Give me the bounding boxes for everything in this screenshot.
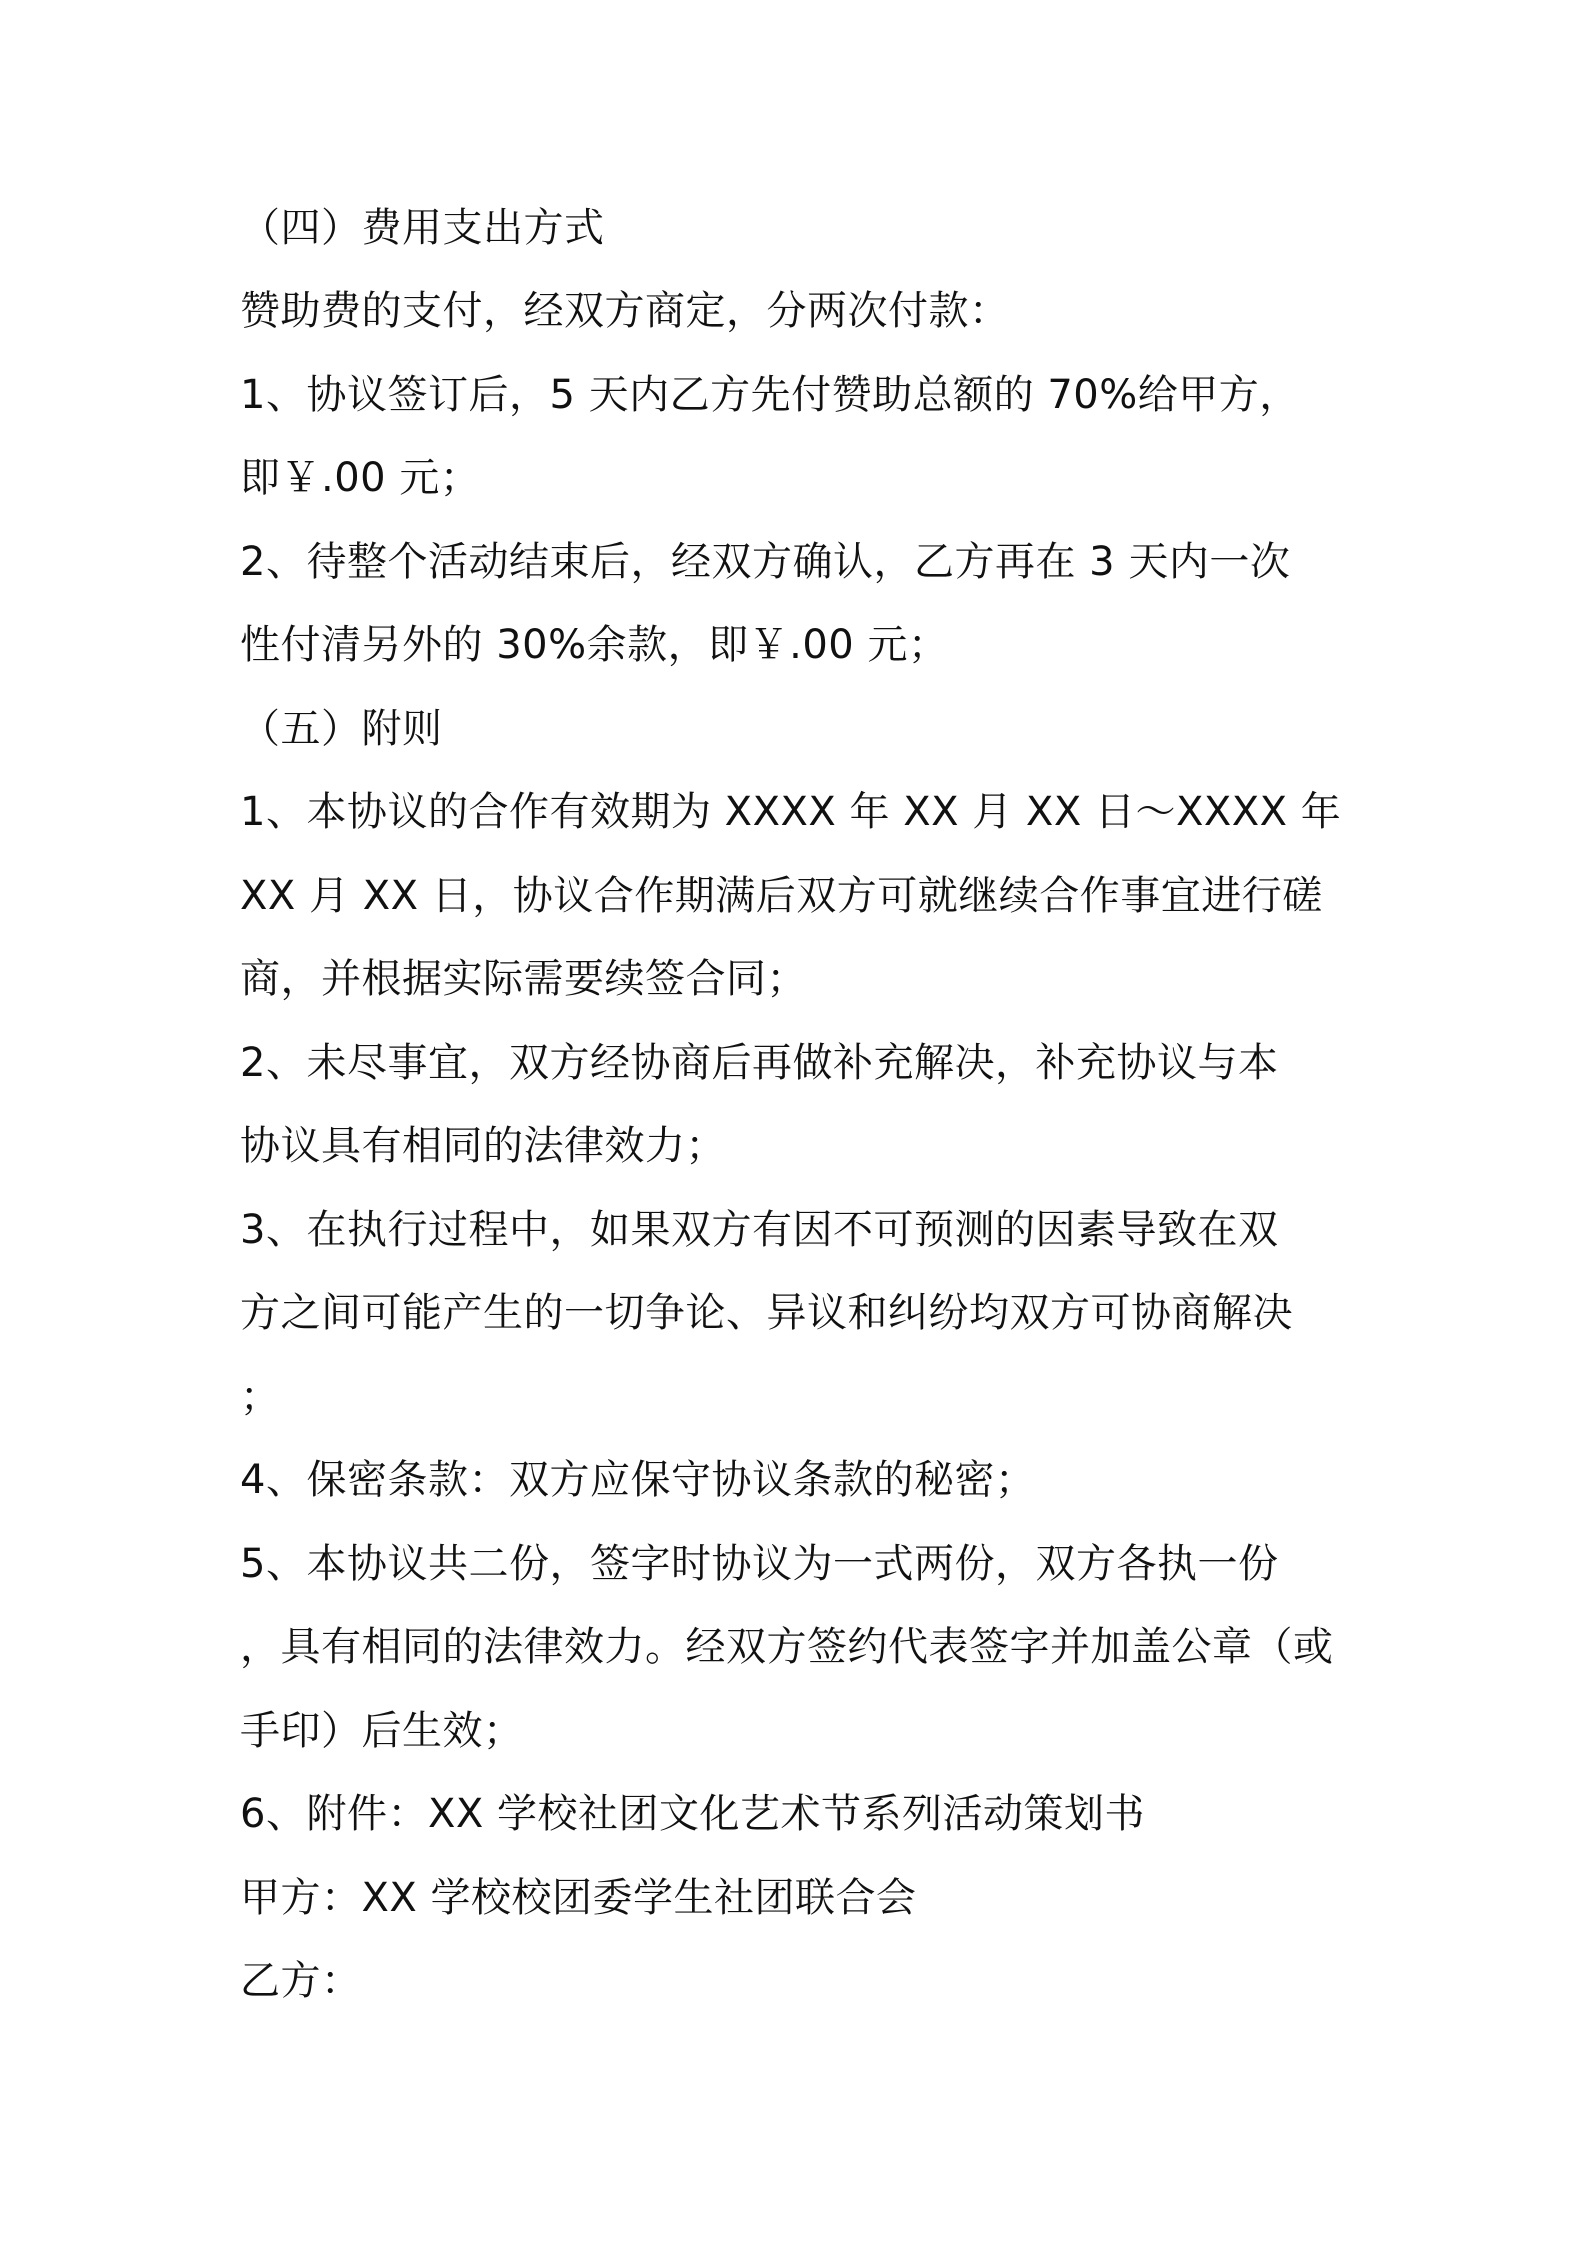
rule-1-line-b: XX 月 XX 日，协议合作期满后双方可就继续合作事宜进行磋 [240,873,1323,919]
rule-5-line-a: 5、本协议共二份，签字时协议为一式两份，双方各执一份 [240,1541,1279,1587]
payment-1-line-b: 即￥.00 元； [240,455,481,501]
payment-1-line-a: 1、协议签订后，5 天内乙方先付赞助总额的 70%给甲方， [240,372,1300,418]
section-5-title: （五）附则 [240,706,443,752]
rule-6: 6、附件：XX 学校社团文化艺术节系列活动策划书 [240,1791,1145,1837]
rule-2-line-a: 2、未尽事宜，双方经协商后再做补充解决，补充协议与本 [240,1040,1279,1086]
rule-3-line-b: 方之间可能产生的一切争论、异议和纠纷均双方可协商解决 [240,1290,1293,1336]
rule-5-line-b: ，具有相同的法律效力。经双方签约代表签字并加盖公章（或 [240,1624,1334,1670]
rule-3-line-a: 3、在执行过程中，如果双方有因不可预测的因素导致在双 [240,1207,1279,1253]
payment-2-line-b: 性付清另外的 30%余款，即￥.00 元； [240,622,949,668]
rule-4: 4、保密条款：双方应保守协议条款的秘密； [240,1457,1036,1503]
party-b: 乙方： [240,1958,362,2004]
rule-3-line-c: ； [240,1374,281,1420]
section-4-title: （四）费用支出方式 [240,205,605,251]
rule-1-line-c: 商，并根据实际需要续签合同； [240,956,807,1002]
section-4-intro: 赞助费的支付，经双方商定，分两次付款： [240,288,1010,334]
rule-5-line-c: 手印）后生效； [240,1708,524,1754]
party-a: 甲方：XX 学校校团委学生社团联合会 [240,1875,917,1921]
rule-2-line-b: 协议具有相同的法律效力； [240,1123,726,1169]
payment-2-line-a: 2、待整个活动结束后，经双方确认，乙方再在 3 天内一次 [240,539,1291,585]
rule-1-line-a: 1、本协议的合作有效期为 XXXX 年 XX 月 XX 日～XXXX 年 [240,789,1342,835]
